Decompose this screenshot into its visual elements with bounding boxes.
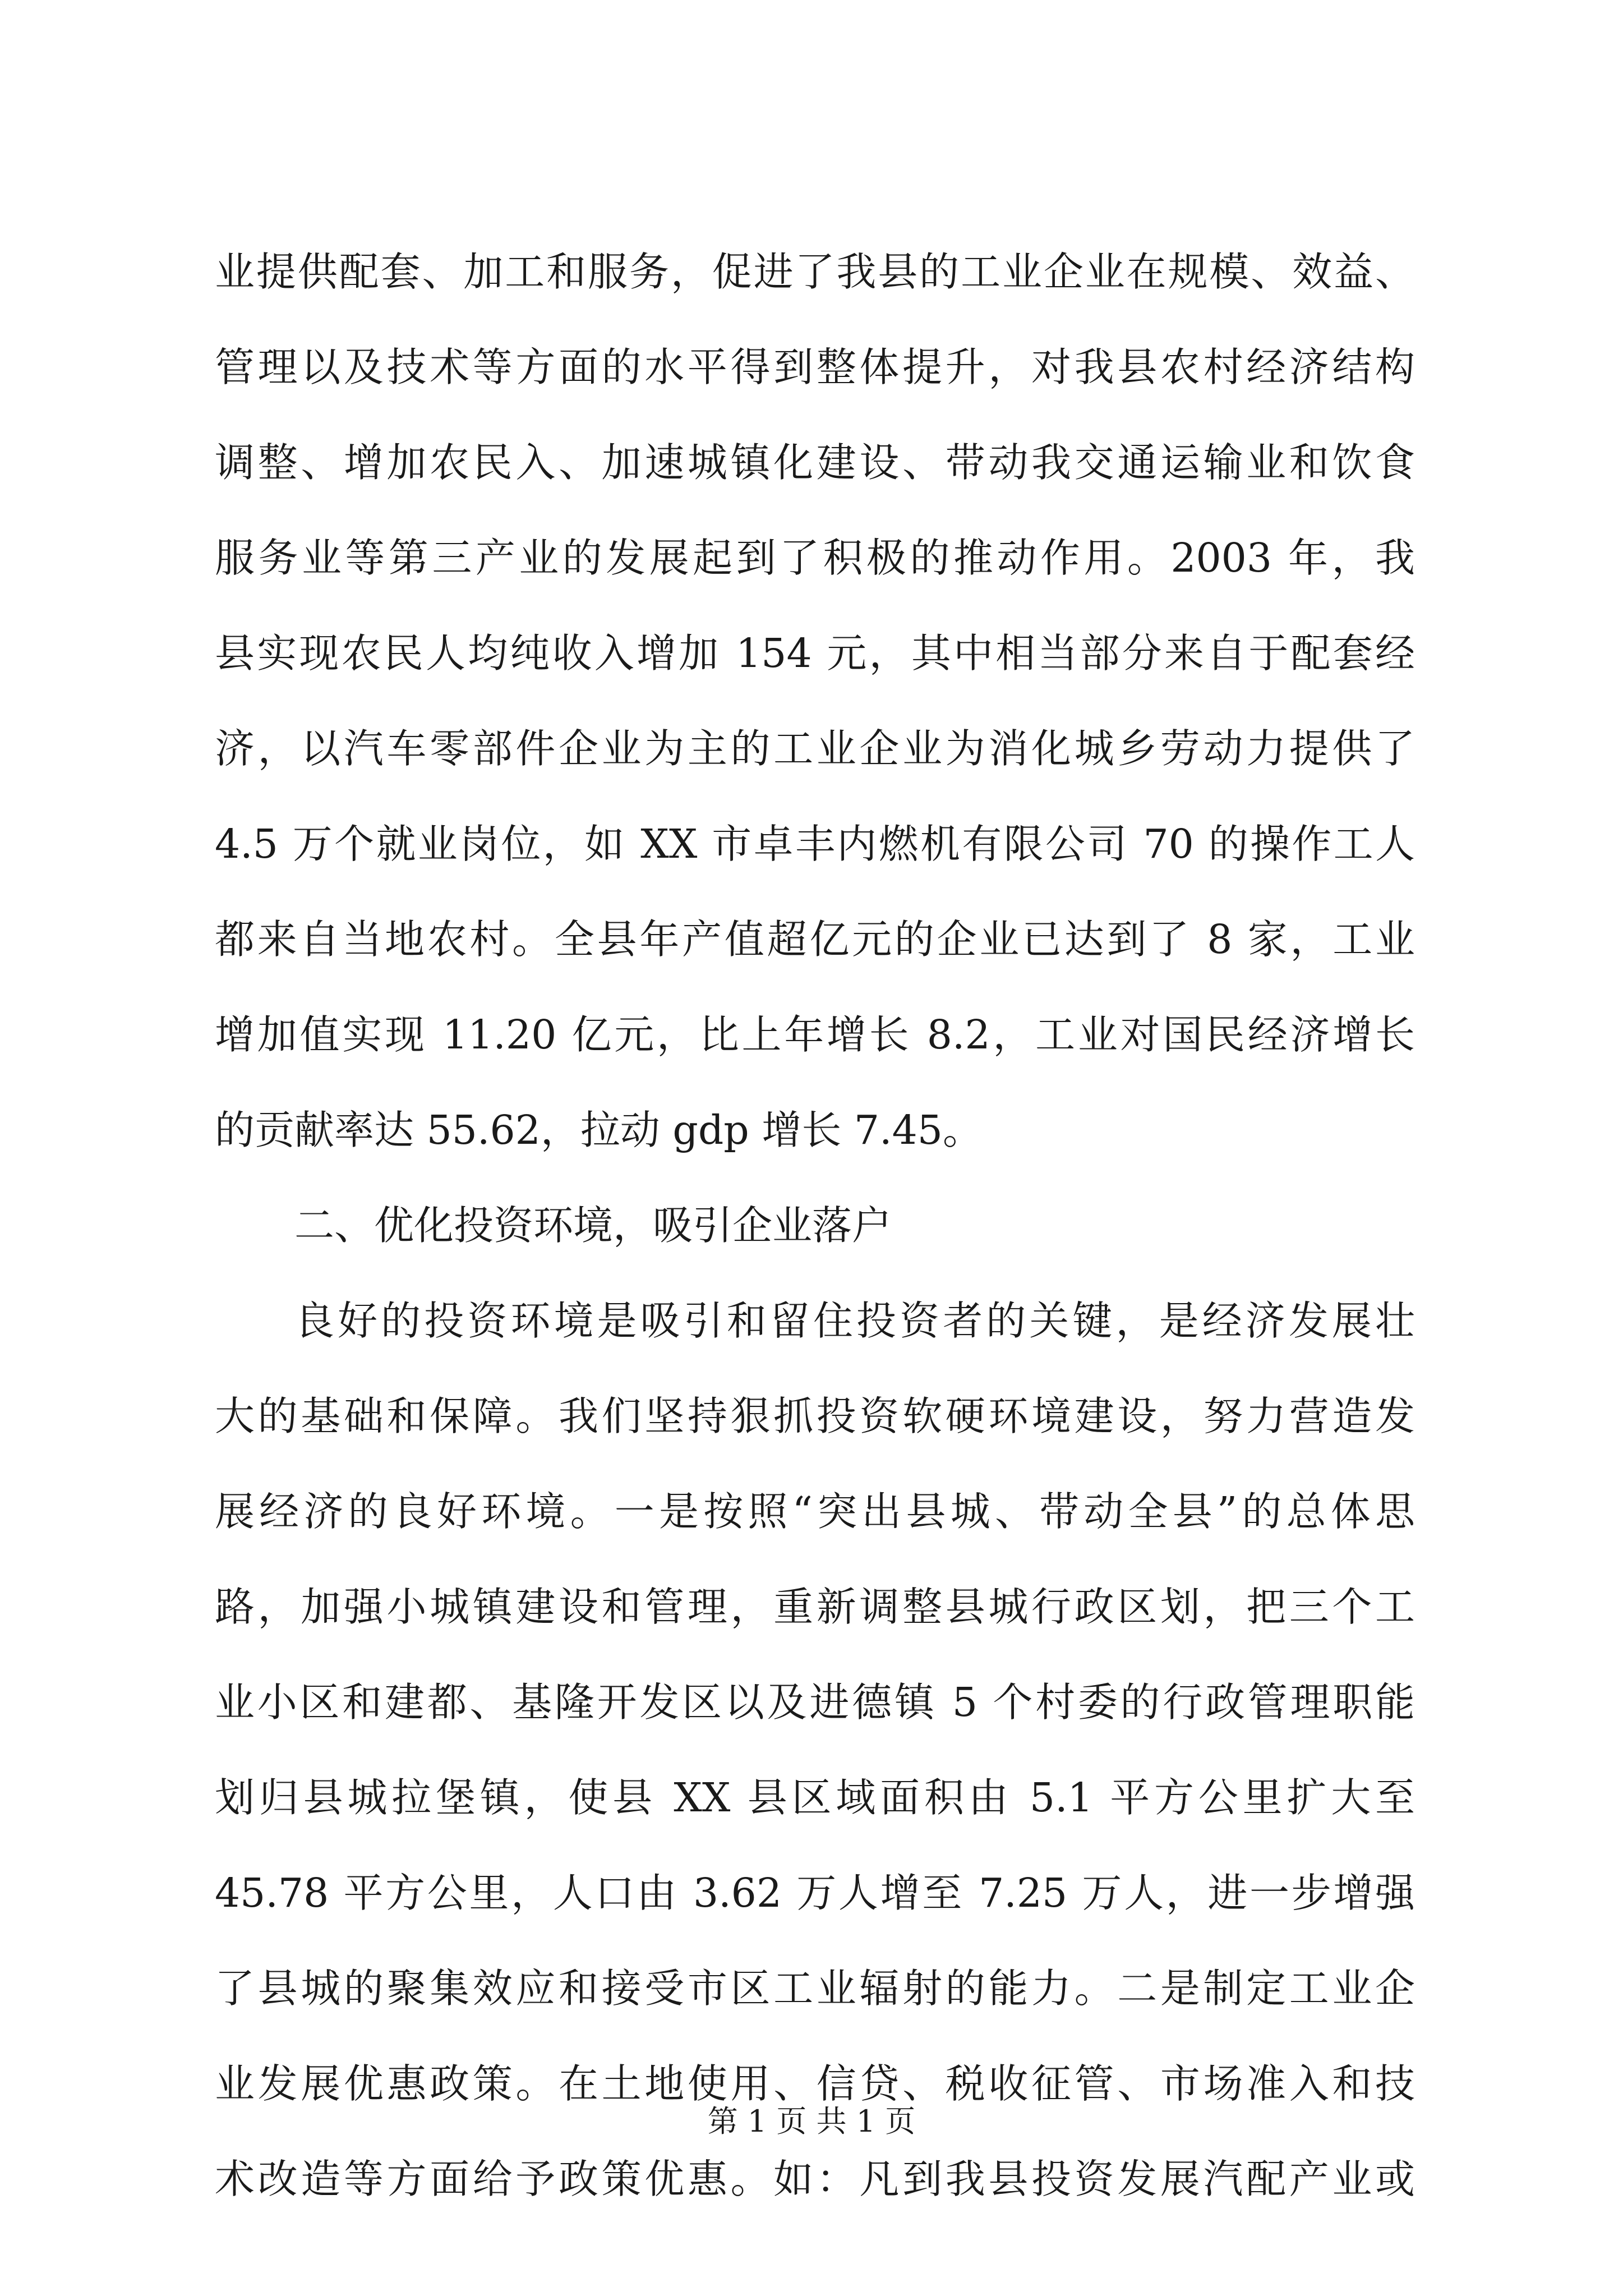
text-line: 县实现农民人均纯收入增加 154 元，其中相当部分来自于配套经 (215, 630, 1415, 677)
text-line: 业发展优惠政策。在土地使用、信贷、税收征管、市场准入和技 (215, 2060, 1415, 2107)
text-line: 划归县城拉堡镇，使县 XX 县区域面积由 5.1 平方公里扩大至 (215, 1774, 1415, 1821)
text-line: 都来自当地农村。全县年产值超亿元的企业已达到了 8 家，工业 (215, 916, 1415, 963)
text-line: 路，加强小城镇建设和管理，重新调整县城行政区划，把三个工 (215, 1584, 1415, 1630)
text-line: 了县城的聚集效应和接受市区工业辐射的能力。二是制定工业企 (215, 1965, 1415, 2012)
page-footer: 第 1 页 共 1 页 (707, 2104, 916, 2139)
text-line: 4.5 万个就业岗位，如 XX 市卓丰内燃机有限公司 70 的操作工人 (215, 821, 1415, 867)
text-line: 良好的投资环境是吸引和留住投资者的关键，是经济发展壮 (294, 1297, 1415, 1344)
text-line: 调整、增加农民入、加速城镇化建设、带动我交通运输业和饮食 (215, 439, 1415, 486)
text-line: 增加值实现 11.20 亿元，比上年增长 8.2，工业对国民经济增长 (215, 1011, 1415, 1058)
text-line: 展经济的良好环境。一是按照“突出县城、带动全县”的总体思 (215, 1488, 1415, 1535)
section-heading: 二、优化投资环境，吸引企业落户 (294, 1202, 892, 1249)
text-line: 管理以及技术等方面的水平得到整体提升，对我县农村经济结构 (215, 344, 1415, 390)
text-line: 服务业等第三产业的发展起到了积极的推动作用。2003 年，我 (215, 535, 1415, 581)
text-line: 济，以汽车零部件企业为主的工业企业为消化城乡劳动力提供了 (215, 725, 1415, 772)
document-body (215, 224, 1415, 2227)
text-line: 大的基础和保障。我们坚持狠抓投资软硬环境建设，努力营造发 (215, 1393, 1415, 1439)
text-line: 业小区和建都、基隆开发区以及进德镇 5 个村委的行政管理职能 (215, 1679, 1415, 1726)
text-line: 45.78 平方公里，人口由 3.62 万人增至 7.25 万人，进一步增强 (215, 1870, 1415, 1916)
text-line: 的贡献率达 55.62，拉动 gdp 增长 7.45。 (215, 1107, 983, 1153)
text-line: 术改造等方面给予政策优惠。如：凡到我县投资发展汽配产业或 (215, 2156, 1415, 2202)
text-line: 业提供配套、加工和服务，促进了我县的工业企业在规模、效益、 (215, 249, 1415, 295)
